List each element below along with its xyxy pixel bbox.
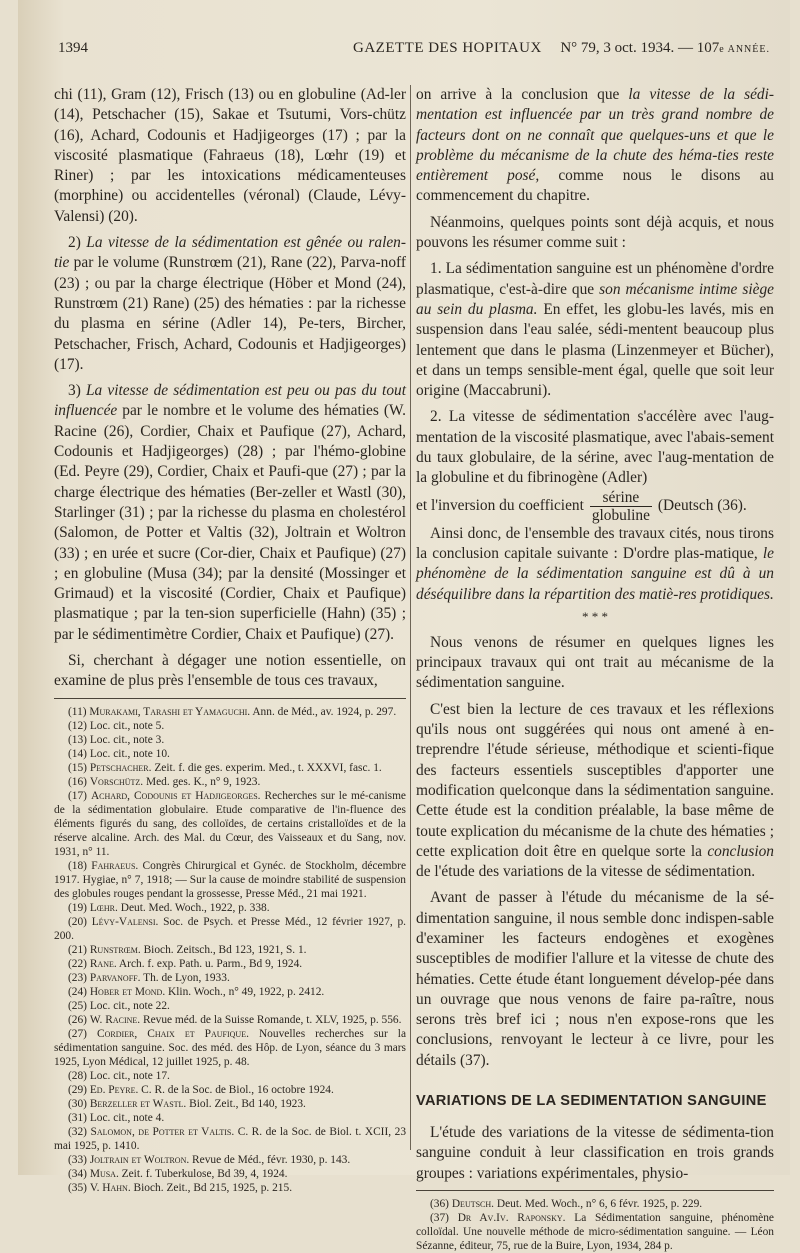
paragraph: C'est bien la lecture de ces travaux et les réflexions qu'ils nous ont suggérées qui nous ont amené à en-treprendre l'étude sérieuse, méthodique et scienti-fique des facteurs essentiels susceptibles d'apporter une modification quelconque dans la sédimentation sanguine. Cette étude est la condition préalable, la base même de toute explication du mécanisme de la chute des hématies ; cette explication doit être en quelque sorte la conclusion de l'étude des variations de la vitesse de sédimentation. [416, 700, 774, 881]
paragraph: Ainsi donc, de l'ensemble des travaux cités, nous tirons la conclusion capitale suivante : D'ordre plas-matique, le phénomène de la sédimentation sanguine est dû à un déséquilibre dans la répartition des matiè-res protidiques. [416, 524, 774, 603]
footnote: (22) Rane. Arch. f. exp. Path. u. Parm., Bd 9, 1924. [68, 957, 303, 970]
fraction-numerator: sérine [602, 488, 640, 506]
paragraph: 2. La vitesse de sédimentation s'accélère avec l'aug-mentation de la viscosité plasmatique, avec l'abais-sement du taux globulaire, de la sérine, avec l'aug-mentation de la globuline et du fibrinogène (Adler) [416, 408, 774, 487]
section-heading: VARIATIONS DE LA SEDIMENTATION SANGUINE [416, 1093, 767, 1110]
footnote: (29) Ed. Peyre. C. R. de la Soc. de Biol., 16 octobre 1924. [68, 1083, 334, 1096]
paragraph: Néanmoins, quelques points sont déjà acquis, et nous pouvons les résumer comme suit : [416, 213, 774, 252]
footnote: (33) Joltrain et Woltron. Revue de Méd., févr. 1930, p. 143. [68, 1153, 351, 1166]
footnote: (30) Berzeller et Wastl. Biol. Zeit., Bd 140, 1923. [68, 1097, 306, 1110]
footnote: (28) Loc. cit., note 17. [68, 1069, 170, 1082]
footnote: (23) Parvanoff. Th. de Lyon, 1933. [68, 971, 230, 984]
newspaper-page [18, 0, 790, 1252]
footnote: (34) Musa. Zeit. f. Tuberkulose, Bd 39, 4, 1924. [68, 1167, 288, 1180]
footnotes [54, 705, 406, 1195]
issue-info: N° 79, 3 oct. 1934. — 107e ANNÉE. [560, 40, 770, 56]
journal-title: GAZETTE DES HOPITAUX [353, 40, 542, 56]
paragraph: Nous venons de résumer en quelques lignes les principaux travaux qui ont trait au mécanisme de la sédimentation sanguine. [416, 633, 774, 692]
right-column [416, 85, 774, 1253]
footnote: (11) Murakami, Tarashi et Yamaguchi. Ann. de Méd., av. 1924, p. 297. [68, 705, 397, 718]
footnote: (24) Hober et Mond. Klin. Woch., n° 49, 1922, p. 2412. [68, 985, 325, 998]
footnote: (12) Loc. cit., note 5. [68, 719, 165, 732]
footnote: (21) Runstrœm. Bioch. Zeitsch., Bd 123, 1921, S. 1. [68, 943, 307, 956]
paragraph: on arrive à la conclusion que la vitesse de la sédi-mentation est influencée par un très grand nombre de facteurs dont on ne connaît que quelques-uns et que le problème du mécanisme de la chute des héma-ties reste entièrement posé, comme nous le disons au commencement du chapitre. [416, 86, 775, 205]
left-column [54, 85, 406, 1195]
footnote: (17) Achard, Codounis et Hadjigeorges. Recherches sur le mé-canisme de la sédimentation globulaire. Etude comparative de l'in-fluence des éléments figurés du sang, des colloïdes, de certains cristalloïdes et de la réserve alcaline. Arch. des Mal. du Cœur, des Vaisseaux et du Sang, nov. 1931, n° 11. [54, 789, 406, 858]
paragraph: Si, cherchant à dégager une notion essentielle, on examine de plus près l'ensemble de tous ces travaux, [54, 652, 406, 690]
fraction [590, 489, 652, 524]
footnote: (18) Fahraeus. Congrès Chirurgical et Gynéc. de Stockholm, décembre 1917. Hygiae, n° 7, 1918; — Sur la cause de moindre stabilité de suspension des globules rouges pendant la grossesse, Presse Méd., 21 mai 1921. [54, 859, 406, 900]
footnote: (19) Lœhr. Deut. Med. Woch., 1922, p. 338. [68, 901, 270, 914]
footnote: (26) W. Racine. Revue méd. de la Suisse Romande, t. XLV, 1925, p. 556. [68, 1013, 402, 1026]
paragraph: L'étude des variations de la vitesse de sédimenta-tion sanguine conduit à leur classification en trois grands groupes : variations expérimentales, physio- [416, 1124, 774, 1182]
coefficient-formula: et l'inversion du coefficient $\frac{\text{sérine}}{\text{globuline}}$ (Deutsch (36). [416, 488, 747, 524]
footnote: (20) Lévy-Valensi. Soc. de Psych. et Presse Méd., 12 février 1927, p. 200. [54, 915, 406, 942]
section-separator: * * * [582, 608, 608, 624]
paragraph: 3) La vitesse de sédimentation est peu ou pas du tout influencée par le nombre et le volume des hématies (W. Racine (26), Cordier, Chaix et Paufique (27), Achard, Codounis et Hadjigeorges) (28) ; par l'hémo-globine (Ed. Peyre (29), Cordier, Chaix et Paufi-que (27) ; par la charge électrique des hématies (Ber-zeller et Wastl (30), Starlinger (31) ; par la richesse du plasma en cholestérol (Salomon, de Potter et Valtis (32), Joltrain et Woltron (33) ; en urée et sucre (Cor-dier, Chaix et Paufique) (27) ; en globuline (Musa (34); par la densité (Mossinger et Grimaud) et la viscosité (Cordier, Chaix et Paufique) plasmatique ; par la ten-sion superficielle (Hahn) (35) ; par le sédimentimètre Cordier, Chaix et Paufique) (27). [54, 382, 406, 643]
footnote: (27) Cordier, Chaix et Paufique. Nouvelles recherches sur la sédimentation sanguine. Soc. des méd. des Hôp. de Lyon, séance du 3 mars 1925, Lyon Médical, 12 juillet 1925, p. 48. [54, 1027, 407, 1068]
page-number: 1394 [58, 40, 88, 56]
footnote: (32) Salomon, de Potter et Valtis. C. R. de la Soc. de Biol. t. XCII, 23 mai 1925, p. 1410. [54, 1125, 407, 1152]
footnotes [416, 1197, 774, 1253]
paragraph: 1. La sédimentation sanguine est un phénomène d'ordre plasmatique, c'est-à-dire que son mécanisme intime siège au sein du plasma. En effet, les globu-les lavés, mis en suspension dans l'eau salée, sédi-mentent beaucoup plus lentement que dans le plasma (Linzenmeyer et Bücher), et dans un temps sensible-ment égal, quelle que soit leur origine (Maccabruni). [416, 260, 774, 400]
paragraph: 2) La vitesse de la sédimentation est gênée ou ralen-tie par le volume (Runstrœm (21), Rane (22), Parva-noff (23) ; ou par la charge électrique (Höber et Mond (24), Runstrœm (21) Rane) (25) des hématies : par la richesse du plasma en sérine (Adler 14), Pe-ters, Bircher, Petschacher, Frisch, Achard, Codounis et Hadjigeorges) (17). [54, 234, 407, 373]
footnote: (31) Loc. cit., note 4. [68, 1111, 165, 1124]
footnote: (13) Loc. cit., note 3. [68, 733, 165, 746]
column-divider [410, 85, 411, 1150]
footnote: (35) V. Hahn. Bioch. Zeit., Bd 215, 1925, p. 215. [68, 1181, 293, 1194]
paragraph: chi (11), Gram (12), Frisch (13) ou en globuline (Ad-ler (14), Petschacher (15), Sakae et Tsutumi, Vors-chütz (16), Achard, Codounis et Hadjigeorges (17) ; par la viscosité plasmatique (Fahraeus (18), Lœhr (19) et Riner) ; par les intoxications médicamenteuses (morphine) ou accidentelles (véronal) (Claude, Lévy-Valensi) (20). [54, 86, 406, 225]
footnote: (37) Dr Av.Iv. Raponsky. La Sédimentation sanguine, phénomène colloïdal. Une nouvelle méthode de micro-sédimentation sanguine. — Léon Sézanne, éditeur, 75, rue de la Buire, Lyon, 1934, 284 p. [416, 1211, 774, 1252]
footnote-rule [54, 698, 406, 699]
footnote: (36) Deutsch. Deut. Med. Woch., n° 6, 6 févr. 1925, p. 229. [430, 1197, 703, 1210]
footnote: (14) Loc. cit., note 10. [68, 747, 170, 760]
footnote: (15) Petschacher. Zeit. f. die ges. experim. Med., t. XXXVI, fasc. 1. [68, 761, 382, 774]
page-header [58, 40, 770, 64]
footnote: (16) Vorschütz. Med. ges. K., n° 9, 1923. [68, 775, 261, 788]
footnote-rule [416, 1190, 774, 1191]
fraction-denominator: globuline [591, 506, 650, 524]
footnote: (25) Loc. cit., note 22. [68, 999, 170, 1012]
paragraph: Avant de passer à l'étude du mécanisme de la sé-dimentation sanguine, il nous semble donc indispen-sable d'examiner les facteurs endogènes et exogènes susceptibles de modifier l'allure et la vitesse de chute des hématies. Cette étude étant longuement dévelop-pée dans un ouvrage que nous venons de faire pa-raître, nous serons très bref ici ; nous n'en expose-rons que les conclusions, renvoyant le lecteur à ce livre, pour les détails (37). [416, 889, 774, 1069]
